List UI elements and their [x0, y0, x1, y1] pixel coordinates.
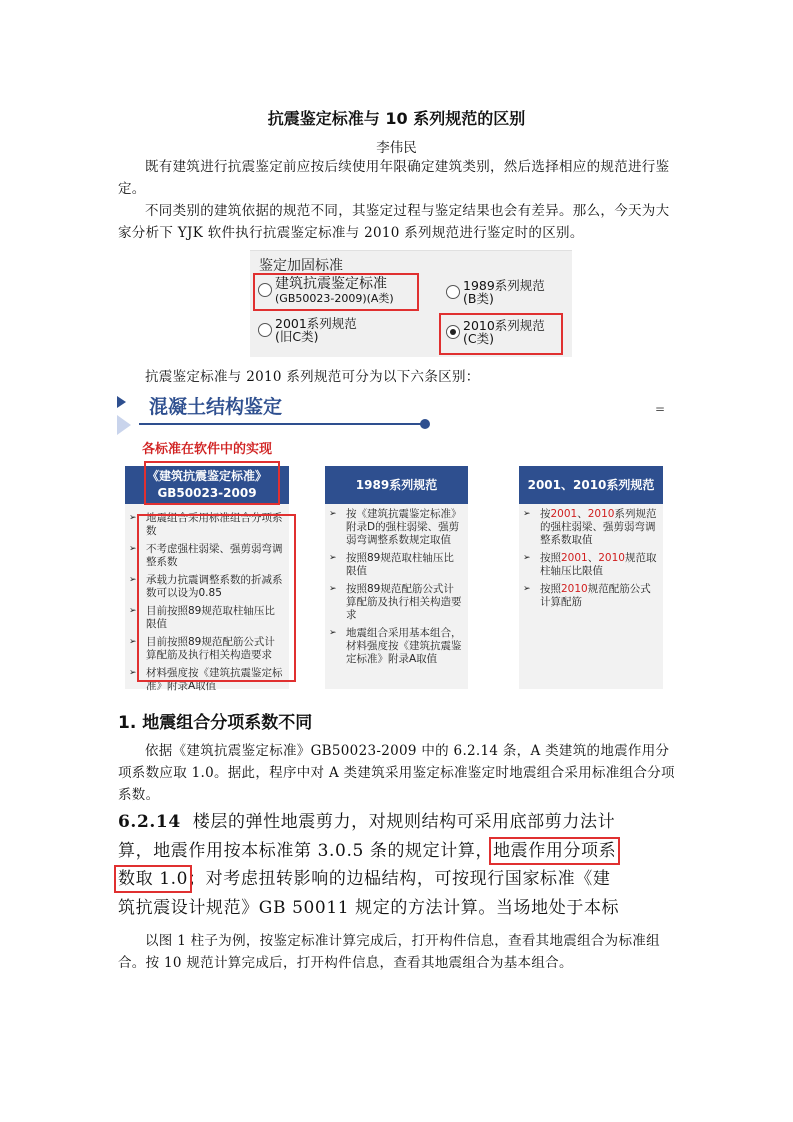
paragraph-example: 以图 1 柱子为例，按鉴定标准计算完成后，打开构件信息，查看其地震组合为标准组合。按 10 规范计算完成后，打开构件信息，查看其地震组合为基本组合。 — [118, 933, 660, 971]
excerpt-line — [118, 808, 678, 837]
paragraph-intro: 既有建筑进行抗震鉴定前应按后续使用年限确定建筑类别，然后选择相应的规范进行鉴定。 — [118, 159, 670, 197]
excerpt-text: 楼层的弹性地震剪力，对规则结构可采用底部剪力法计 — [192, 812, 616, 832]
option-label: 1989系列规范 — [463, 278, 545, 293]
column-1989-code — [325, 466, 468, 689]
item-text: 、 — [587, 552, 599, 564]
option-label: 2001系列规范 — [275, 316, 357, 331]
highlighted-code-year: 2010 — [561, 583, 588, 595]
column-header: 2001、2010系列规范 — [519, 466, 663, 504]
item-text: 规范取柱轴压比限值 — [540, 552, 657, 577]
radio-b-class[interactable] — [446, 279, 545, 305]
item-list — [523, 508, 659, 614]
item-text: 按照 — [540, 552, 561, 564]
excerpt-line — [118, 865, 678, 894]
highlight-box — [137, 514, 296, 682]
title-underline — [139, 423, 424, 425]
column-2001-2010-code — [519, 466, 663, 689]
option-label: 2010系列规范 — [463, 318, 545, 333]
option-sublabel: (B类) — [463, 291, 494, 306]
header-line: 《建筑抗震鉴定标准》 — [146, 469, 267, 483]
paragraph-difference: 不同类别的建筑依据的规范不同，其鉴定过程与鉴定结果也会有差异。那么，今天为大家分析下 YJK 软件执行抗震鉴定标准与 2010 系列规范进行鉴定时的区别。 — [118, 203, 670, 241]
standard-excerpt — [118, 808, 678, 922]
item-text: 、 — [577, 508, 588, 520]
document-title: 抗震鉴定标准与 10 系列规范的区别 — [267, 109, 526, 128]
panel-legend: 鉴定加固标准 — [259, 258, 343, 274]
item-text: 系列规范的强柱弱梁、强剪弱弯调整系数取值 — [540, 508, 657, 546]
list-item: ➢ 地震组合采用标准组合分项系数 — [129, 512, 285, 538]
highlighted-code-year: 2010 — [587, 508, 615, 520]
list-item: ➢ 目前按照89规范配筋公式计算配筋及执行相关构造要求 — [129, 636, 285, 662]
highlight-box — [253, 273, 419, 311]
highlight-box — [144, 461, 280, 505]
menu-icon: = — [655, 402, 666, 416]
highlighted-code-year: 2001 — [561, 552, 588, 564]
option-sublabel: (旧C类) — [275, 329, 319, 344]
paragraph-six-differences: 抗震鉴定标准与 2010 系列规范可分为以下六条区别： — [145, 369, 480, 385]
list-item: ➢ 按《建筑抗震鉴定标准》附录D的强柱弱梁、强剪弱弯调整系数规定取值 — [329, 508, 464, 547]
item-list — [329, 508, 464, 671]
list-item: ➢ 目前按照89规范取柱轴压比限值 — [129, 605, 285, 631]
option-sublabel: (C类) — [463, 331, 494, 346]
list-item: ➢ 地震组合采用基本组合，材料强度按《建筑抗震鉴定标准》附录A取值 — [329, 627, 464, 666]
slide-title: 混凝土结构鉴定 — [149, 396, 283, 418]
option-label: 建筑抗震鉴定标准 — [275, 276, 387, 292]
list-item: ➢ 承载力抗震调整系数的折减系数可以设为0.85 — [129, 574, 285, 600]
highlighted-text: 地震作用分项系 — [493, 840, 617, 861]
list-item — [523, 508, 659, 547]
item-text: 规范配筋公式计算配筋 — [540, 583, 651, 608]
radio-old-c-class[interactable] — [258, 317, 357, 343]
highlighted-text: 数取 1.0 — [118, 869, 189, 889]
header-line: GB50023-2009 — [157, 486, 257, 500]
triangle-icon — [117, 396, 126, 408]
excerpt-line — [118, 837, 678, 866]
item-text: 按 — [540, 508, 551, 520]
author: 李伟民 — [376, 140, 417, 156]
slide-subtitle: 各标准在软件中的实现 — [142, 442, 273, 457]
list-item: ➢ 按照89规范取柱轴压比限值 — [329, 552, 464, 578]
standard-selection-panel — [250, 250, 572, 357]
list-item: ➢ 按照89规范配筋公式计算配筋及执行相关构造要求 — [329, 583, 464, 622]
radio-circle-icon — [446, 285, 460, 299]
column-header: 1989系列规范 — [325, 466, 468, 504]
paragraph-section1: 依据《建筑抗震鉴定标准》GB50023-2009 中的 6.2.14 条，A 类建筑的地震作用分项系数应取 1.0。据此，程序中对 A 类建筑采用鉴定标准鉴定时地震组合采用标准组合分项系数。 — [118, 743, 675, 803]
highlighted-code-year: 2001 — [550, 508, 578, 520]
section-heading: 1. 地震组合分项系数不同 — [118, 713, 313, 733]
triangle-icon — [117, 415, 131, 435]
list-item: ➢ 不考虑强柱弱梁、强剪弱弯调整系数 — [129, 543, 285, 569]
clause-number: 6.2.14 — [118, 812, 181, 832]
option-sublabel: (GB50023-2009)(A类) — [275, 292, 394, 305]
list-item — [523, 583, 659, 609]
radio-circle-icon — [258, 323, 272, 337]
dot-icon — [420, 419, 430, 429]
comparison-slide — [115, 390, 677, 690]
excerpt-text: ；对考虑扭转影响的边榀结构，可按现行国家标准《建 — [188, 869, 611, 889]
item-text: 按照 — [540, 583, 561, 595]
excerpt-text: 算，地震作用按本标准第 3.0.5 条的规定计算， — [118, 840, 494, 861]
highlight-box — [439, 313, 563, 355]
list-item: ➢ 材料强度按《建筑抗震鉴定标准》附录A取值 — [129, 667, 285, 693]
list-item — [523, 552, 659, 578]
excerpt-line: 筑抗震设计规范》GB 50011 规定的方法计算。当场地处于本标 — [118, 897, 620, 918]
highlighted-code-year: 2010 — [598, 552, 625, 564]
